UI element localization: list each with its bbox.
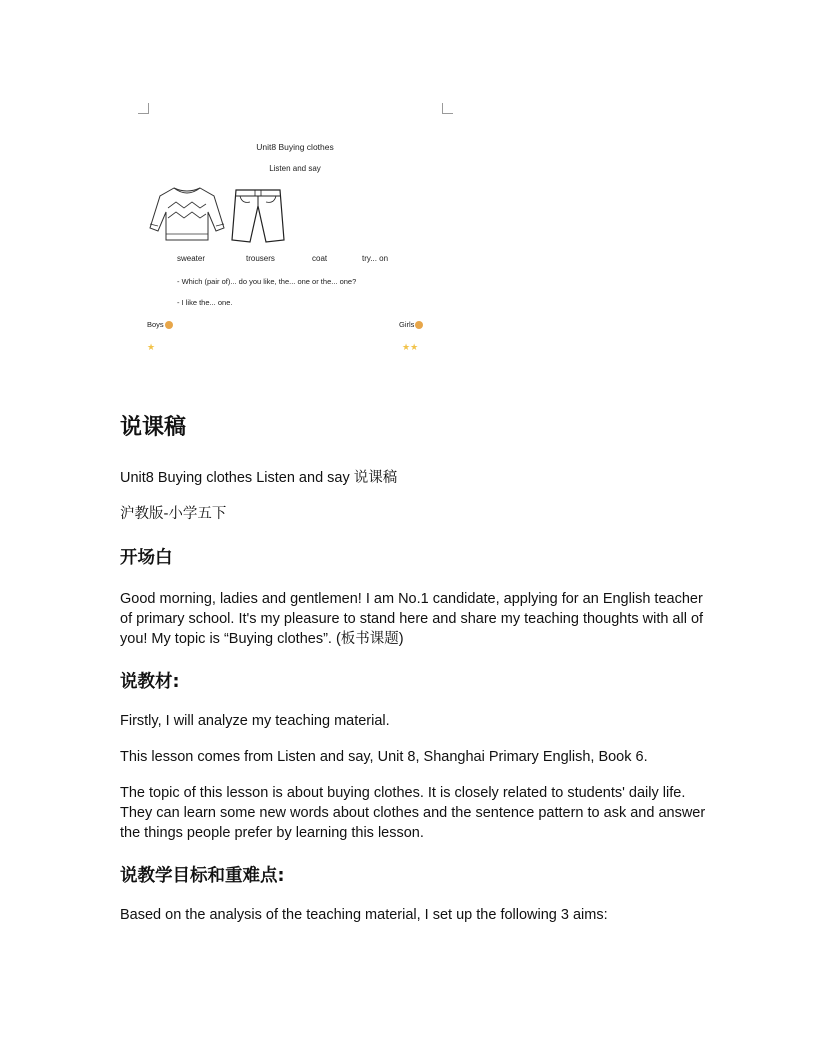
girls-stars-icon: ★★ bbox=[402, 342, 419, 352]
textbook-line: 沪教版-小学五下 bbox=[120, 506, 227, 522]
word-sweater: sweater bbox=[177, 254, 206, 263]
crop-mark-left bbox=[138, 103, 149, 114]
lesson-title-line: Unit8 Buying clothes Listen and say 说课稿 bbox=[120, 470, 398, 486]
worksheet-question: - Which (pair of)... do you like, the... one or the... one? bbox=[177, 277, 357, 286]
material-paragraph-3: The topic of this lesson is about buying clothes. It is closely related to students' daily life. They can learn some new words about clothes and the sentence pattern to ask and answer the things people prefer by learning this lesson. bbox=[120, 785, 706, 841]
worksheet-title: Unit8 Buying clothes bbox=[256, 142, 334, 152]
boy-emoji-icon bbox=[165, 321, 173, 329]
worksheet-image bbox=[140, 138, 440, 360]
word-coat: coat bbox=[312, 254, 328, 263]
trousers-icon bbox=[228, 188, 288, 244]
document-title: 说课稿 bbox=[120, 415, 187, 440]
girl-emoji-icon bbox=[415, 321, 423, 329]
section-heading-opening: 开场白 bbox=[120, 548, 173, 568]
aims-paragraph-1: Based on the analysis of the teaching material, I set up the following 3 aims: bbox=[120, 907, 608, 923]
girls-label-text: Girls bbox=[399, 320, 415, 329]
section-heading-aims: 说教学目标和重难点: bbox=[120, 866, 285, 886]
word-try-on: try... on bbox=[362, 254, 389, 263]
boys-team-label bbox=[147, 320, 173, 329]
sweater-icon bbox=[148, 184, 226, 244]
crop-mark-right bbox=[442, 103, 453, 114]
worksheet-subtitle: Listen and say bbox=[269, 164, 321, 173]
girls-team-label bbox=[399, 320, 423, 329]
section-heading-material: 说教材: bbox=[120, 672, 180, 692]
worksheet-answer: - I like the... one. bbox=[177, 298, 233, 307]
word-trousers: trousers bbox=[246, 254, 275, 263]
opening-paragraph: Good morning, ladies and gentlemen! I am No.1 candidate, applying for an English teacher of primary school. It's my pleasure to stand here and share my teaching thoughts with all of you! My topic is “Buying clothes”. (板书课题) bbox=[120, 591, 704, 647]
material-paragraph-2: This lesson comes from Listen and say, Unit 8, Shanghai Primary English, Book 6. bbox=[120, 749, 648, 765]
boys-star-icon: ★ bbox=[147, 342, 156, 352]
boys-label-text: Boys bbox=[147, 320, 164, 329]
material-paragraph-1: Firstly, I will analyze my teaching material. bbox=[120, 713, 390, 729]
